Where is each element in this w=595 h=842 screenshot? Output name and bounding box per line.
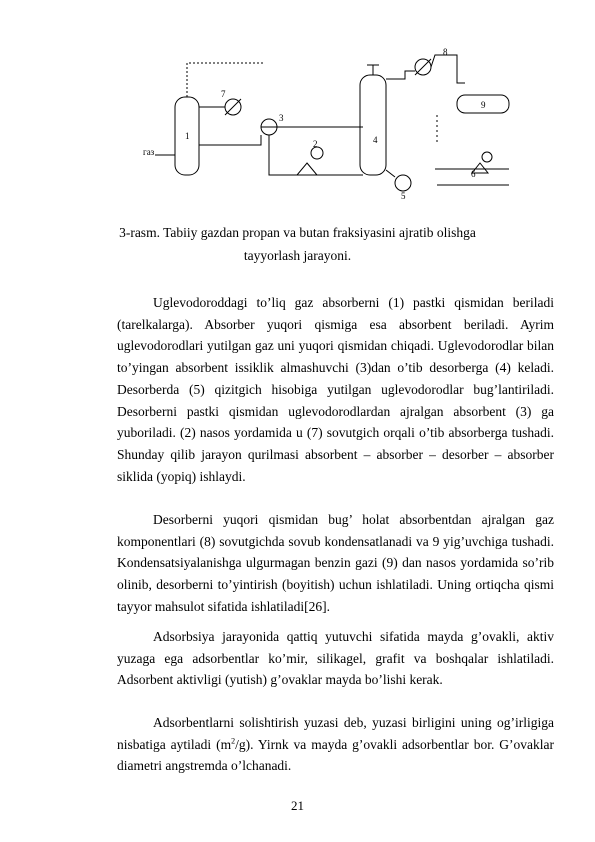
process-scheme	[135, 45, 515, 215]
paragraph-1	[117, 292, 554, 487]
figure-caption-line-2: tayyorlash jarayoni.	[243, 248, 352, 263]
absorber-gas-outlet	[187, 63, 265, 97]
label-9: 9	[481, 100, 486, 110]
figure-caption-line-1: 3-rasm. Tabiiy gazdan propan va butan fraksiyasini ajratib olishga	[119, 225, 476, 240]
paragraph-4-after: /g). Yirnk va mayda g’ovakli adsorbentlar bor. G’ovaklar diametri angstremda o’lchanadi.	[117, 736, 554, 774]
page-number: 21	[291, 798, 304, 813]
paragraph-1-text: Uglevodoroddagi to’liq gaz absorberni (1) pastki qismidan beriladi (tarelkalarga). Absorber yuqori qismiga esa absorbent beriladi. Ayrim uglevodorodlari yutilgan gaz uni yuqori qismidan chiqadi. Uglevodorodlar bilan to’yingan absorbent issiklik almashuvchi (3)dan o’tib desorberga (4) keladi. Desorberda (5) qizitgich hisobiga yutilgan uglevodorodlar bug’lantiriladi. Desorberni pastki qismidan uglevodorodlardan ajralgan absorbent (3) ga yuboriladi. (2) nasos yordamida u (7) sovutgich orqali o’tib absorberga tushadi. Shunday qilib jarayon qurilmasi absorbent – absorber – desorber – absorber siklida (yopiq) ishlaydi.	[117, 295, 554, 484]
superscript-2: 2	[231, 736, 236, 746]
label-7: 7	[221, 89, 226, 99]
label-8: 8	[443, 47, 448, 57]
paragraph-4-before: Adsorbentlarni solishtirish yuzasi deb, yuzasi birligini uning og’irligiga nisbatiga aytiladi (m	[117, 715, 554, 752]
paragraph-3-text: Adsorbsiya jarayonida qattiq yutuvchi sifatida mayda g’ovakli, aktiv yuzaga ega adsorbentlar ko’mir, silikagel, grafit va boshqalar ishlatiladi. Adsorbent aktivligi (yutish) g’ovaklar mayda bo’lishi kerak.	[117, 629, 554, 688]
paragraph-2-text: Desorberni yuqori qismidan bug’ holat absorbentdan ajralgan gaz komponentlari (8) sovutgichda sovub kondensatlanadi va 9 yig’uvchiga tushadi. Kondensatsiyalanishga ulgurmagan benzin gazi (9) dan nasos yordamida so’rib olinib, desorberni to’yintirish (boyitish) uchun ishlatiladi. Uning ortiqcha qismi tayyor mahsulot sifatida ishlatiladi[26].	[117, 512, 554, 614]
label-4: 4	[373, 135, 378, 145]
desorber-column	[360, 75, 386, 175]
label-3: 3	[279, 113, 284, 123]
label-2: 2	[313, 139, 318, 149]
paragraph-4	[117, 712, 554, 777]
paragraph-3	[117, 626, 554, 691]
label-1: 1	[185, 131, 190, 141]
process-flow-diagram	[135, 45, 515, 215]
paragraph-2	[117, 509, 554, 618]
label-5: 5	[401, 191, 406, 201]
paragraph-4-text	[117, 712, 554, 777]
desorber-vapor-line	[386, 71, 415, 79]
label-gas: газ	[143, 147, 155, 157]
heater-5	[395, 175, 411, 191]
pump-2	[297, 163, 317, 175]
label-6: 6	[471, 169, 476, 179]
